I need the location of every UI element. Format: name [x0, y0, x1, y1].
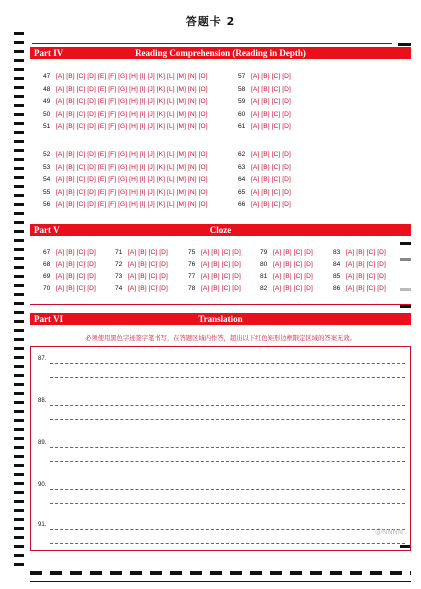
timing-mark — [14, 554, 24, 557]
question-number: 51 — [43, 123, 51, 130]
answer-row-reading[interactable] — [238, 189, 291, 197]
question-number: 76 — [188, 261, 196, 268]
answer-row-cloze[interactable] — [115, 249, 168, 257]
answer-options[interactable]: [A] [B] [C] [D] — [251, 151, 291, 158]
timing-mark — [14, 509, 24, 512]
timing-mark — [14, 68, 24, 71]
answer-options[interactable]: [A] [B] [C] [D] — [273, 249, 313, 256]
question-number: 77 — [188, 273, 196, 280]
timing-mark — [14, 185, 24, 188]
timing-mark — [14, 374, 24, 377]
answer-row-cloze[interactable] — [260, 249, 313, 257]
question-number: 58 — [238, 85, 246, 93]
writing-line[interactable] — [50, 489, 405, 490]
timing-mark — [14, 149, 24, 152]
answer-options[interactable]: [A] [B] [C] [D] [E] [F] [G] [H] [I] [J] [K] [L] [M] [N] [O] — [56, 188, 208, 196]
timing-mark — [14, 446, 24, 449]
timing-mark — [14, 257, 24, 260]
answer-options[interactable]: [A] [B] [C] [D] — [346, 285, 386, 292]
section-header-translation — [30, 313, 411, 325]
question-number: 52 — [43, 151, 51, 158]
timing-mark — [14, 518, 24, 521]
timing-mark — [14, 131, 24, 134]
answer-options[interactable]: [A] [B] [C] [D] [E] [F] [G] [H] [I] [J] [K] [L] [M] [N] [O] — [56, 73, 208, 80]
answer-options[interactable]: [A] [B] [C] [D] [E] [F] [G] [H] [I] [J] [K] [L] [M] [N] [O] — [56, 201, 208, 208]
answer-options[interactable]: [A] [B] [C] [D] — [251, 188, 291, 196]
timing-mark — [14, 41, 24, 44]
question-number: 49 — [43, 98, 51, 105]
section-title: Cloze — [209, 225, 232, 235]
timing-mark — [14, 50, 24, 53]
timing-mark — [14, 194, 24, 197]
timing-mark — [14, 500, 24, 503]
timing-mark — [14, 455, 24, 458]
timing-mark — [14, 104, 24, 107]
answer-row-cloze[interactable] — [115, 261, 168, 269]
answer-row-reading[interactable] — [238, 164, 291, 172]
timing-mark — [14, 248, 24, 251]
answer-row-cloze[interactable] — [333, 273, 386, 281]
answer-row-cloze[interactable] — [333, 249, 386, 257]
translation-notice: 必须使用黑色字迹签字笔书写，在答题区域内作答，超出以下红色矩形边框限定区域的答案无效。 — [85, 335, 356, 342]
writing-line[interactable] — [50, 503, 405, 504]
timing-mark — [14, 59, 24, 62]
question-number: 71 — [115, 249, 123, 256]
answer-row-cloze[interactable] — [43, 285, 96, 293]
timing-mark — [14, 563, 24, 566]
answer-row-reading[interactable] — [43, 73, 208, 81]
answer-options[interactable]: [A] [B] [C] [D] — [128, 273, 168, 280]
answer-options[interactable]: [A] [B] [C] [D] — [273, 273, 313, 280]
timing-mark — [14, 266, 24, 269]
timing-mark — [14, 428, 24, 431]
timing-mark — [14, 158, 24, 161]
question-number: 59 — [238, 98, 246, 105]
timing-mark — [14, 392, 24, 395]
answer-options[interactable]: [A] [B] [C] [D] — [251, 123, 291, 130]
timing-mark — [14, 410, 24, 413]
translation-item-number: 88. — [38, 398, 47, 404]
section-header-reading — [30, 47, 411, 59]
timing-mark — [14, 536, 24, 539]
timing-mark-right — [398, 43, 411, 46]
answer-row-cloze[interactable] — [43, 273, 96, 281]
answer-options[interactable]: [A] [B] [C] [D] — [56, 285, 96, 292]
answer-options[interactable]: [A] [B] [C] [D] — [201, 285, 241, 292]
answer-options[interactable]: [A] [B] [C] [D] — [128, 249, 168, 256]
answer-options[interactable]: [A] [B] [C] [D] — [128, 261, 168, 268]
timing-mark — [14, 275, 24, 278]
answer-row-reading[interactable] — [238, 86, 291, 94]
writing-line[interactable] — [50, 419, 405, 420]
answer-options[interactable]: [A] [B] [C] [D] — [56, 273, 96, 280]
answer-row-cloze[interactable] — [188, 273, 241, 281]
question-number: 69 — [43, 273, 51, 280]
timing-mark — [14, 284, 24, 287]
answer-options[interactable]: [A] [B] [C] [D] [E] [F] [G] [H] [I] [J] [K] [L] [M] [N] [O] — [56, 163, 208, 171]
answer-row-cloze[interactable] — [43, 249, 96, 257]
question-number: 78 — [188, 285, 196, 292]
answer-options[interactable]: [A] [B] [C] [D] [E] [F] [G] [H] [I] [J] [K] [L] [M] [N] [O] — [56, 151, 208, 158]
answer-row-reading[interactable] — [238, 111, 291, 119]
translation-item-number: 87. — [38, 356, 47, 362]
answer-row-reading[interactable] — [238, 201, 291, 209]
question-number: 61 — [238, 123, 246, 130]
timing-mark — [14, 95, 24, 98]
timing-mark — [14, 356, 24, 359]
timing-mark-right — [400, 242, 411, 245]
question-number: 54 — [43, 176, 51, 183]
timing-mark — [14, 239, 24, 242]
timing-mark — [14, 113, 24, 116]
question-number: 56 — [43, 201, 51, 208]
question-number: 80 — [260, 261, 268, 268]
answer-options[interactable]: [A] [B] [C] [D] [E] [F] [G] [H] [I] [J] [K] [L] [M] [N] [O] — [56, 110, 208, 118]
timing-mark — [14, 464, 24, 467]
timing-mark — [14, 86, 24, 89]
question-number: 64 — [238, 176, 246, 183]
answer-options[interactable]: [A] [B] [C] [D] [E] [F] [G] [H] [I] [J] [K] [L] [M] [N] [O] — [56, 85, 208, 93]
answer-options[interactable]: [A] [B] [C] [D] — [251, 201, 291, 208]
translation-item-number: 91. — [38, 522, 47, 528]
timing-mark — [14, 329, 24, 332]
answer-row-cloze[interactable] — [43, 261, 96, 269]
answer-options[interactable]: [A] [B] [C] [D] [E] [F] [G] [H] [I] [J] [K] [L] [M] [N] [O] — [56, 176, 208, 183]
answer-row-cloze[interactable] — [260, 273, 313, 281]
question-number: 79 — [260, 249, 268, 256]
answer-options[interactable]: [A] [B] [C] [D] — [346, 249, 386, 256]
section-part-label: Part VI — [34, 314, 64, 324]
translation-item-number: 90. — [38, 482, 47, 488]
question-number: 68 — [43, 261, 51, 268]
question-number: 81 — [260, 273, 268, 280]
section-rule — [30, 304, 411, 305]
question-number: 63 — [238, 163, 246, 171]
writing-line[interactable] — [50, 461, 405, 462]
answer-row-reading[interactable] — [43, 123, 208, 131]
bottom-rule — [30, 581, 411, 582]
question-number: 53 — [43, 163, 51, 171]
question-number: 62 — [238, 151, 246, 158]
section-header-cloze — [30, 224, 411, 236]
answer-row-cloze[interactable] — [260, 285, 313, 293]
timing-mark — [14, 338, 24, 341]
question-number: 86 — [333, 285, 341, 292]
timing-mark — [14, 230, 24, 233]
answer-row-cloze[interactable] — [188, 261, 241, 269]
question-number: 70 — [43, 285, 51, 292]
answer-row-cloze[interactable] — [188, 285, 241, 293]
timing-mark — [14, 293, 24, 296]
answer-options[interactable]: [A] [B] [C] [D] — [251, 110, 291, 118]
bottom-timing-strip — [30, 571, 411, 575]
question-number: 74 — [115, 285, 123, 292]
writing-line[interactable] — [50, 405, 405, 406]
answer-row-reading[interactable] — [43, 151, 208, 159]
answer-options[interactable]: [A] [B] [C] [D] — [56, 261, 96, 268]
question-number: 82 — [260, 285, 268, 292]
answer-options[interactable]: [A] [B] [C] [D] [E] [F] [G] [H] [I] [J] [K] [L] [M] [N] [O] — [56, 123, 208, 130]
section-title: Translation — [198, 314, 243, 324]
timing-mark — [14, 545, 24, 548]
timing-mark-right — [400, 258, 411, 261]
answer-row-reading[interactable] — [238, 73, 291, 81]
answer-row-cloze[interactable] — [333, 261, 386, 269]
question-number: 50 — [43, 110, 51, 118]
timing-mark — [14, 176, 24, 179]
timing-mark — [14, 32, 24, 35]
question-number: 65 — [238, 188, 246, 196]
answer-row-cloze[interactable] — [115, 273, 168, 281]
timing-mark — [14, 473, 24, 476]
watermark: @NNNN — [375, 528, 403, 536]
timing-mark — [14, 140, 24, 143]
timing-mark — [14, 302, 24, 305]
answer-row-reading[interactable] — [43, 176, 208, 184]
answer-options[interactable]: [A] [B] [C] [D] — [201, 261, 241, 268]
timing-mark — [14, 77, 24, 80]
timing-mark — [14, 482, 24, 485]
timing-mark — [14, 122, 24, 125]
question-number: 57 — [238, 73, 246, 80]
answer-options[interactable]: [A] [B] [C] [D] — [201, 249, 241, 256]
answer-row-cloze[interactable] — [333, 285, 386, 293]
answer-options[interactable]: [A] [B] [C] [D] — [273, 285, 313, 292]
answer-row-reading[interactable] — [238, 176, 291, 184]
question-number: 83 — [333, 249, 341, 256]
writing-line[interactable] — [50, 363, 405, 364]
answer-options[interactable]: [A] [B] [C] [D] — [56, 249, 96, 256]
timing-mark — [14, 437, 24, 440]
answer-options[interactable]: [A] [B] [C] [D] — [346, 273, 386, 280]
question-number: 47 — [43, 73, 51, 80]
answer-options[interactable]: [A] [B] [C] [D] — [251, 98, 291, 105]
timing-mark-right — [400, 288, 411, 291]
answer-row-reading[interactable] — [43, 111, 208, 119]
question-number: 60 — [238, 110, 246, 118]
answer-options[interactable]: [A] [B] [C] [D] — [251, 163, 291, 171]
timing-mark — [14, 167, 24, 170]
question-number: 48 — [43, 85, 51, 93]
answer-options[interactable]: [A] [B] [C] [D] — [251, 73, 291, 80]
timing-mark — [14, 347, 24, 350]
answer-row-reading[interactable] — [238, 98, 291, 106]
timing-mark — [14, 212, 24, 215]
timing-mark — [14, 491, 24, 494]
timing-mark — [14, 383, 24, 386]
timing-mark — [14, 527, 24, 530]
answer-row-cloze[interactable] — [188, 249, 241, 257]
answer-options[interactable]: [A] [B] [C] [D] — [273, 261, 313, 268]
answer-row-cloze[interactable] — [260, 261, 313, 269]
answer-options[interactable]: [A] [B] [C] [D] — [201, 273, 241, 280]
writing-line[interactable] — [50, 447, 405, 448]
answer-options[interactable]: [A] [B] [C] [D] — [346, 261, 386, 268]
timing-marks-left — [14, 32, 24, 568]
question-number: 73 — [115, 273, 123, 280]
question-number: 67 — [43, 249, 51, 256]
writing-line[interactable] — [50, 529, 405, 530]
timing-mark — [14, 311, 24, 314]
answer-row-reading[interactable] — [43, 86, 208, 94]
timing-mark — [14, 221, 24, 224]
answer-row-reading[interactable] — [238, 151, 291, 159]
question-number: 75 — [188, 249, 196, 256]
timing-mark — [14, 401, 24, 404]
question-number: 72 — [115, 261, 123, 268]
answer-options[interactable]: [A] [B] [C] [D] — [251, 176, 291, 183]
answer-options[interactable]: [A] [B] [C] [D] [E] [F] [G] [H] [I] [J] [K] [L] [M] [N] [O] — [56, 98, 208, 105]
writing-line[interactable] — [50, 543, 405, 544]
question-number: 85 — [333, 273, 341, 280]
answer-options[interactable]: [A] [B] [C] [D] — [128, 285, 168, 292]
section-title: Reading Comprehension (Reading in Depth) — [135, 48, 306, 58]
section-part-label: Part IV — [34, 48, 64, 58]
section-part-label: Part V — [34, 225, 60, 235]
answer-row-reading[interactable] — [43, 189, 208, 197]
top-rule — [32, 43, 392, 44]
question-number: 55 — [43, 188, 51, 196]
question-number: 84 — [333, 261, 341, 268]
translation-item-number: 89. — [38, 440, 47, 446]
timing-mark — [14, 419, 24, 422]
answer-row-cloze[interactable] — [115, 285, 168, 293]
answer-row-reading[interactable] — [238, 123, 291, 131]
answer-row-reading[interactable] — [43, 164, 208, 172]
answer-options[interactable]: [A] [B] [C] [D] — [251, 85, 291, 93]
timing-mark — [14, 203, 24, 206]
writing-line[interactable] — [50, 377, 405, 378]
sheet-title: 答题卡 2 — [185, 15, 236, 28]
answer-row-reading[interactable] — [43, 98, 208, 106]
answer-row-reading[interactable] — [43, 201, 208, 209]
timing-mark-right — [400, 305, 411, 308]
timing-mark — [14, 365, 24, 368]
question-number: 66 — [238, 201, 246, 208]
timing-mark — [14, 320, 24, 323]
